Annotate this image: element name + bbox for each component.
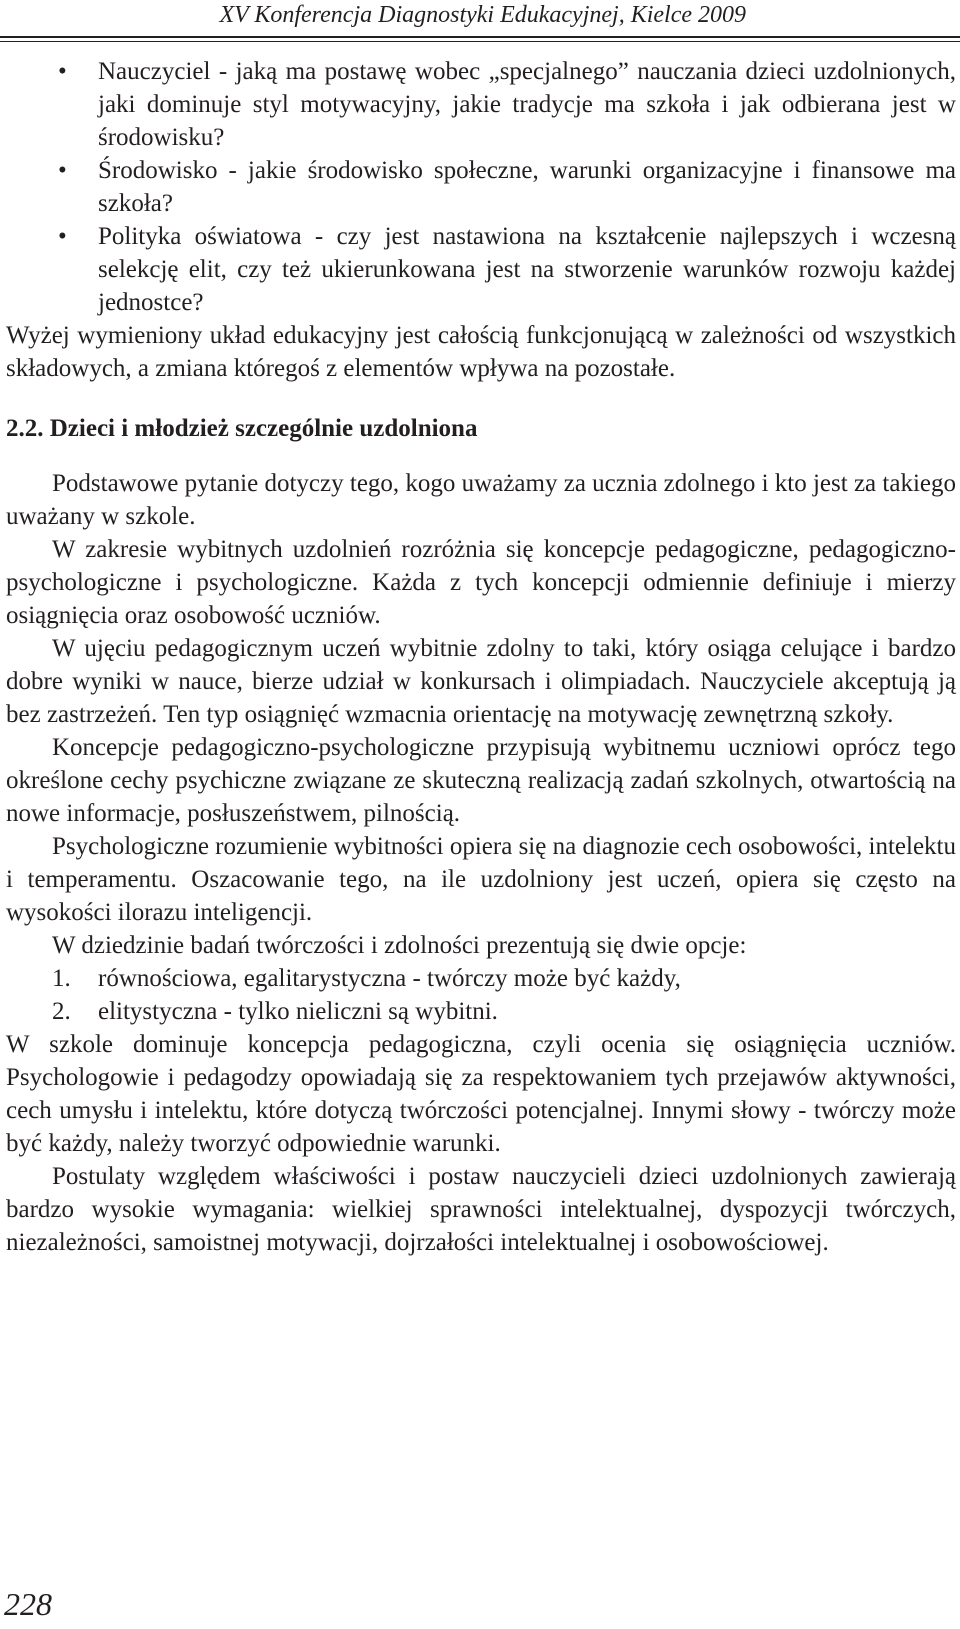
header-rule-thick bbox=[0, 36, 960, 38]
bullet-text: Nauczyciel - jaką ma postawę wobec „specjalnego” nauczania dzieci uzdolnionych, jaki dominuje styl motywacyjny, jakie tradycje ma szkoła i jak odbierana jest w środowisku? bbox=[98, 58, 956, 151]
header-rule-thin bbox=[0, 41, 960, 42]
bullet-icon: • bbox=[58, 157, 67, 184]
running-title: XV Konferencja Diagnostyki Edukacyjnej, Kielce 2009 bbox=[219, 2, 746, 28]
bullet-item bbox=[6, 154, 956, 220]
running-header bbox=[0, 0, 960, 44]
numbered-item bbox=[6, 995, 956, 1028]
item-text: elitystyczna - tylko nieliczni są wybitni. bbox=[98, 998, 498, 1025]
bullet-item bbox=[6, 220, 956, 319]
bullet-item bbox=[6, 55, 956, 154]
numbered-list bbox=[6, 962, 956, 1028]
page-number: 228 bbox=[4, 1586, 52, 1622]
paragraph: Psychologiczne rozumienie wybitności opiera się na diagnozie cech osobowości, intelektu i temperamentu. Oszacowanie tego, na ile uzdolniony jest uczeń, opiera się często na wysokości ilorazu inteligencji. bbox=[6, 833, 956, 926]
paragraph: W ujęciu pedagogicznym uczeń wybitnie zdolny to taki, który osiąga celujące i bardzo dobre wyniki w nauce, bierze udział w konkursach i olimpiadach. Nauczyciele akceptują ją bez zastrzeżeń. Ten typ osiągnięć wzmacnia orientację na motywację zewnętrzną szkoły. bbox=[6, 635, 956, 728]
paragraph: W dziedzinie badań twórczości i zdolności prezentują się dwie opcje: bbox=[52, 932, 747, 959]
item-text: równościowa, egalitarystyczna - twórczy może być każdy, bbox=[98, 965, 681, 992]
paragraph: Koncepcje pedagogiczno-psychologiczne przypisują wybitnemu uczniowi oprócz tego określone cechy psychiczne związane ze skuteczną realizacją zadań szkolnych, otwartością na nowe informacje, posłuszeństwem, pilnością. bbox=[6, 734, 956, 827]
item-number: 1. bbox=[52, 965, 71, 992]
bullet-icon: • bbox=[58, 223, 67, 250]
paragraph: Podstawowe pytanie dotyczy tego, kogo uważamy za ucznia zdolnego i kto jest za takiego uważany w szkole. bbox=[6, 470, 956, 530]
bullet-list bbox=[6, 55, 956, 319]
paragraph: W zakresie wybitnych uzdolnień rozróżnia się koncepcje pedagogiczne, pedagogiczno-psychologiczne i psychologiczne. Każda z tych koncepcji odmiennie definiuje i mierzy osiągnięcia oraz osobowość uczniów. bbox=[6, 536, 956, 629]
bullet-text: Polityka oświatowa - czy jest nastawiona na kształcenie najlepszych i wczesną selekcję elit, czy też ukierunkowana jest na stworzenie warunków rozwoju każdej jednostce? bbox=[98, 223, 956, 316]
bullet-icon: • bbox=[58, 58, 67, 85]
numbered-item bbox=[6, 962, 956, 995]
page-body bbox=[6, 55, 956, 1259]
section-heading: 2.2. Dzieci i młodzież szczególnie uzdolniona bbox=[6, 415, 478, 442]
item-number: 2. bbox=[52, 998, 71, 1025]
paragraph-system: Wyżej wymieniony układ edukacyjny jest całością funkcjonującą w zależności od wszystkich składowych, a zmiana któregoś z elementów wpływa na pozostałe. bbox=[6, 322, 956, 382]
bullet-text: Środowisko - jakie środowisko społeczne, warunki organizacyjne i finansowe ma szkoła? bbox=[98, 157, 956, 217]
paragraph: W szkole dominuje koncepcja pedagogiczna, czyli ocenia się osiągnięcia uczniów. Psychologowie i pedagodzy opowiadają się za respektowaniem tych przejawów aktywności, cech umysłu i intelektu, które dotyczą twórczości potencjalnej. Innymi słowy - twórczy może być każdy, należy tworzyć odpowiednie warunki. bbox=[6, 1031, 956, 1157]
paragraph: Postulaty względem właściwości i postaw nauczycieli dzieci uzdolnionych zawierają bardzo wysokie wymagania: wielkiej sprawności intelektualnej, dyspozycji twórczych, niezależności, samoistnej motywacji, dojrzałości intelektualnej i osobowościowej. bbox=[6, 1163, 956, 1256]
